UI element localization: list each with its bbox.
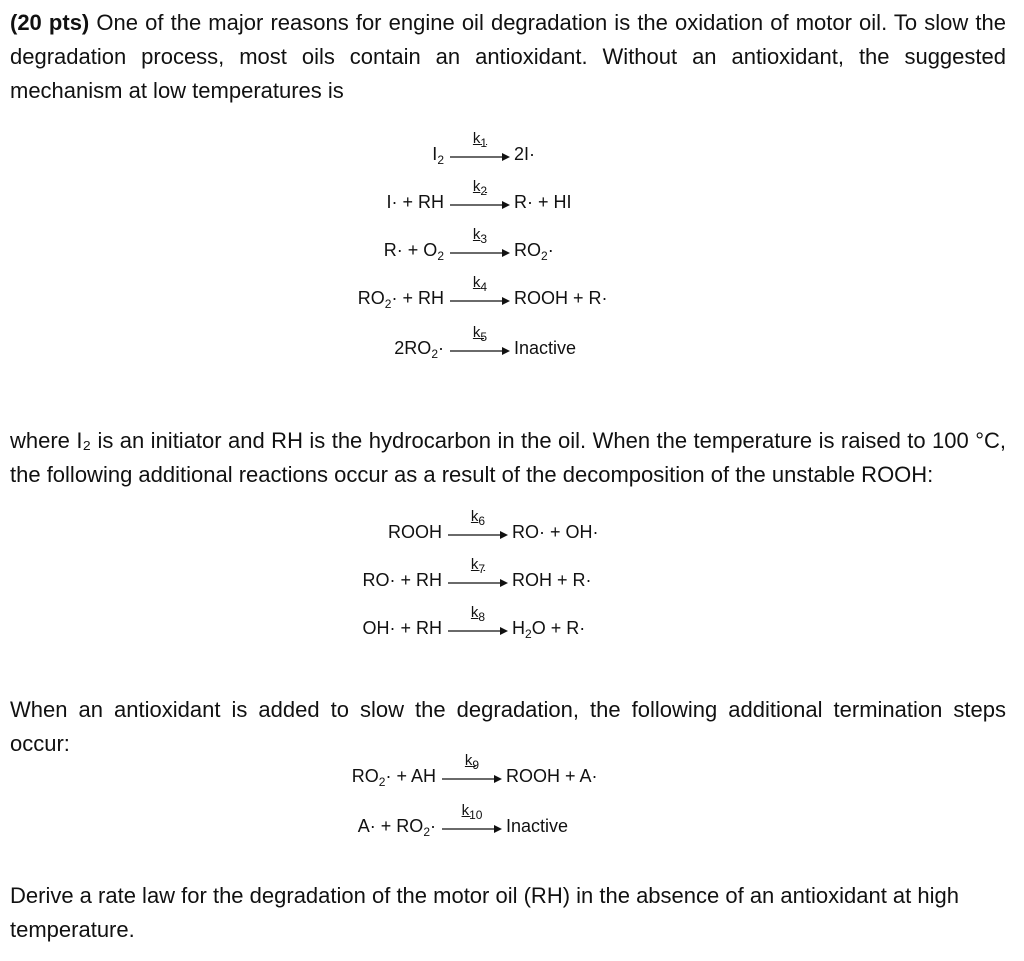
reaction-arrow-10: $k_{10}$ xyxy=(442,816,502,842)
reaction-3: $R\cdot + O_2$ xyxy=(383,240,444,263)
reaction-2: I· + RH xyxy=(386,192,444,212)
reaction-arrow-6: $k_6$ xyxy=(448,522,508,548)
reaction-8: OH· + RH xyxy=(362,618,442,638)
reaction-arrow-1 xyxy=(450,130,510,170)
intro-paragraph xyxy=(10,6,1006,108)
arrow-icon xyxy=(448,522,508,548)
arrow-icon xyxy=(442,816,502,842)
reaction-1 xyxy=(0,144,444,170)
reaction-arrow-7: $k_7$ xyxy=(448,570,508,596)
arrow-icon xyxy=(450,192,510,218)
arrow-icon xyxy=(448,570,508,596)
antioxidant-paragraph: When an antioxidant is added to slow the degradation, the following additional termination steps occur: xyxy=(10,697,1006,756)
arrow-icon xyxy=(442,766,502,792)
reaction-arrow-5: $k_5$ xyxy=(450,338,510,364)
question-paragraph: Derive a rate law for the degradation of the motor oil (RH) in the absence of an antioxidant at high temperature. xyxy=(10,883,959,942)
points-label: (20 pts) xyxy=(10,10,90,35)
reaction-arrow-2: $k_2$ xyxy=(450,192,510,218)
arrow-icon xyxy=(450,240,510,266)
reaction-4: $RO_2\cdot$ + RH xyxy=(357,288,444,311)
reaction-5: $2RO_2\cdot$ xyxy=(394,338,444,361)
arrow-icon xyxy=(450,288,510,314)
reaction-6: ROOH xyxy=(388,522,442,542)
arrow-icon xyxy=(448,618,508,644)
reaction-7: RO· + RH xyxy=(362,570,442,590)
middle-paragraph: where I₂ is an initiator and RH is the hydrocarbon in the oil. When the temperature is raised to 100 °C, the following additional reactions occur as a result of the decomposition of the unstable ROOH: xyxy=(10,428,1006,487)
reaction-arrow-9: $k_9$ xyxy=(442,766,502,792)
reaction-arrow-8: $k_8$ xyxy=(448,618,508,644)
reaction-lhs: $I_2$ xyxy=(432,144,444,167)
arrow-icon xyxy=(450,338,510,364)
reaction-arrow-4: $k_4$ xyxy=(450,288,510,314)
reaction-arrow-3: $k_3$ xyxy=(450,240,510,266)
rate-constant: $k_1$ xyxy=(472,130,488,150)
reaction-10: $A\cdot + RO_2\cdot$ xyxy=(357,816,436,839)
intro-text: One of the major reasons for engine oil degradation is the oxidation of motor oil. To slow the degradation process, most oils contain an antioxidant. Without an antioxidant, the suggested mechanism at low temperatures is xyxy=(10,10,1006,103)
reaction-9: $RO_2\cdot$ + AH xyxy=(351,766,436,789)
arrow-icon xyxy=(450,144,510,170)
